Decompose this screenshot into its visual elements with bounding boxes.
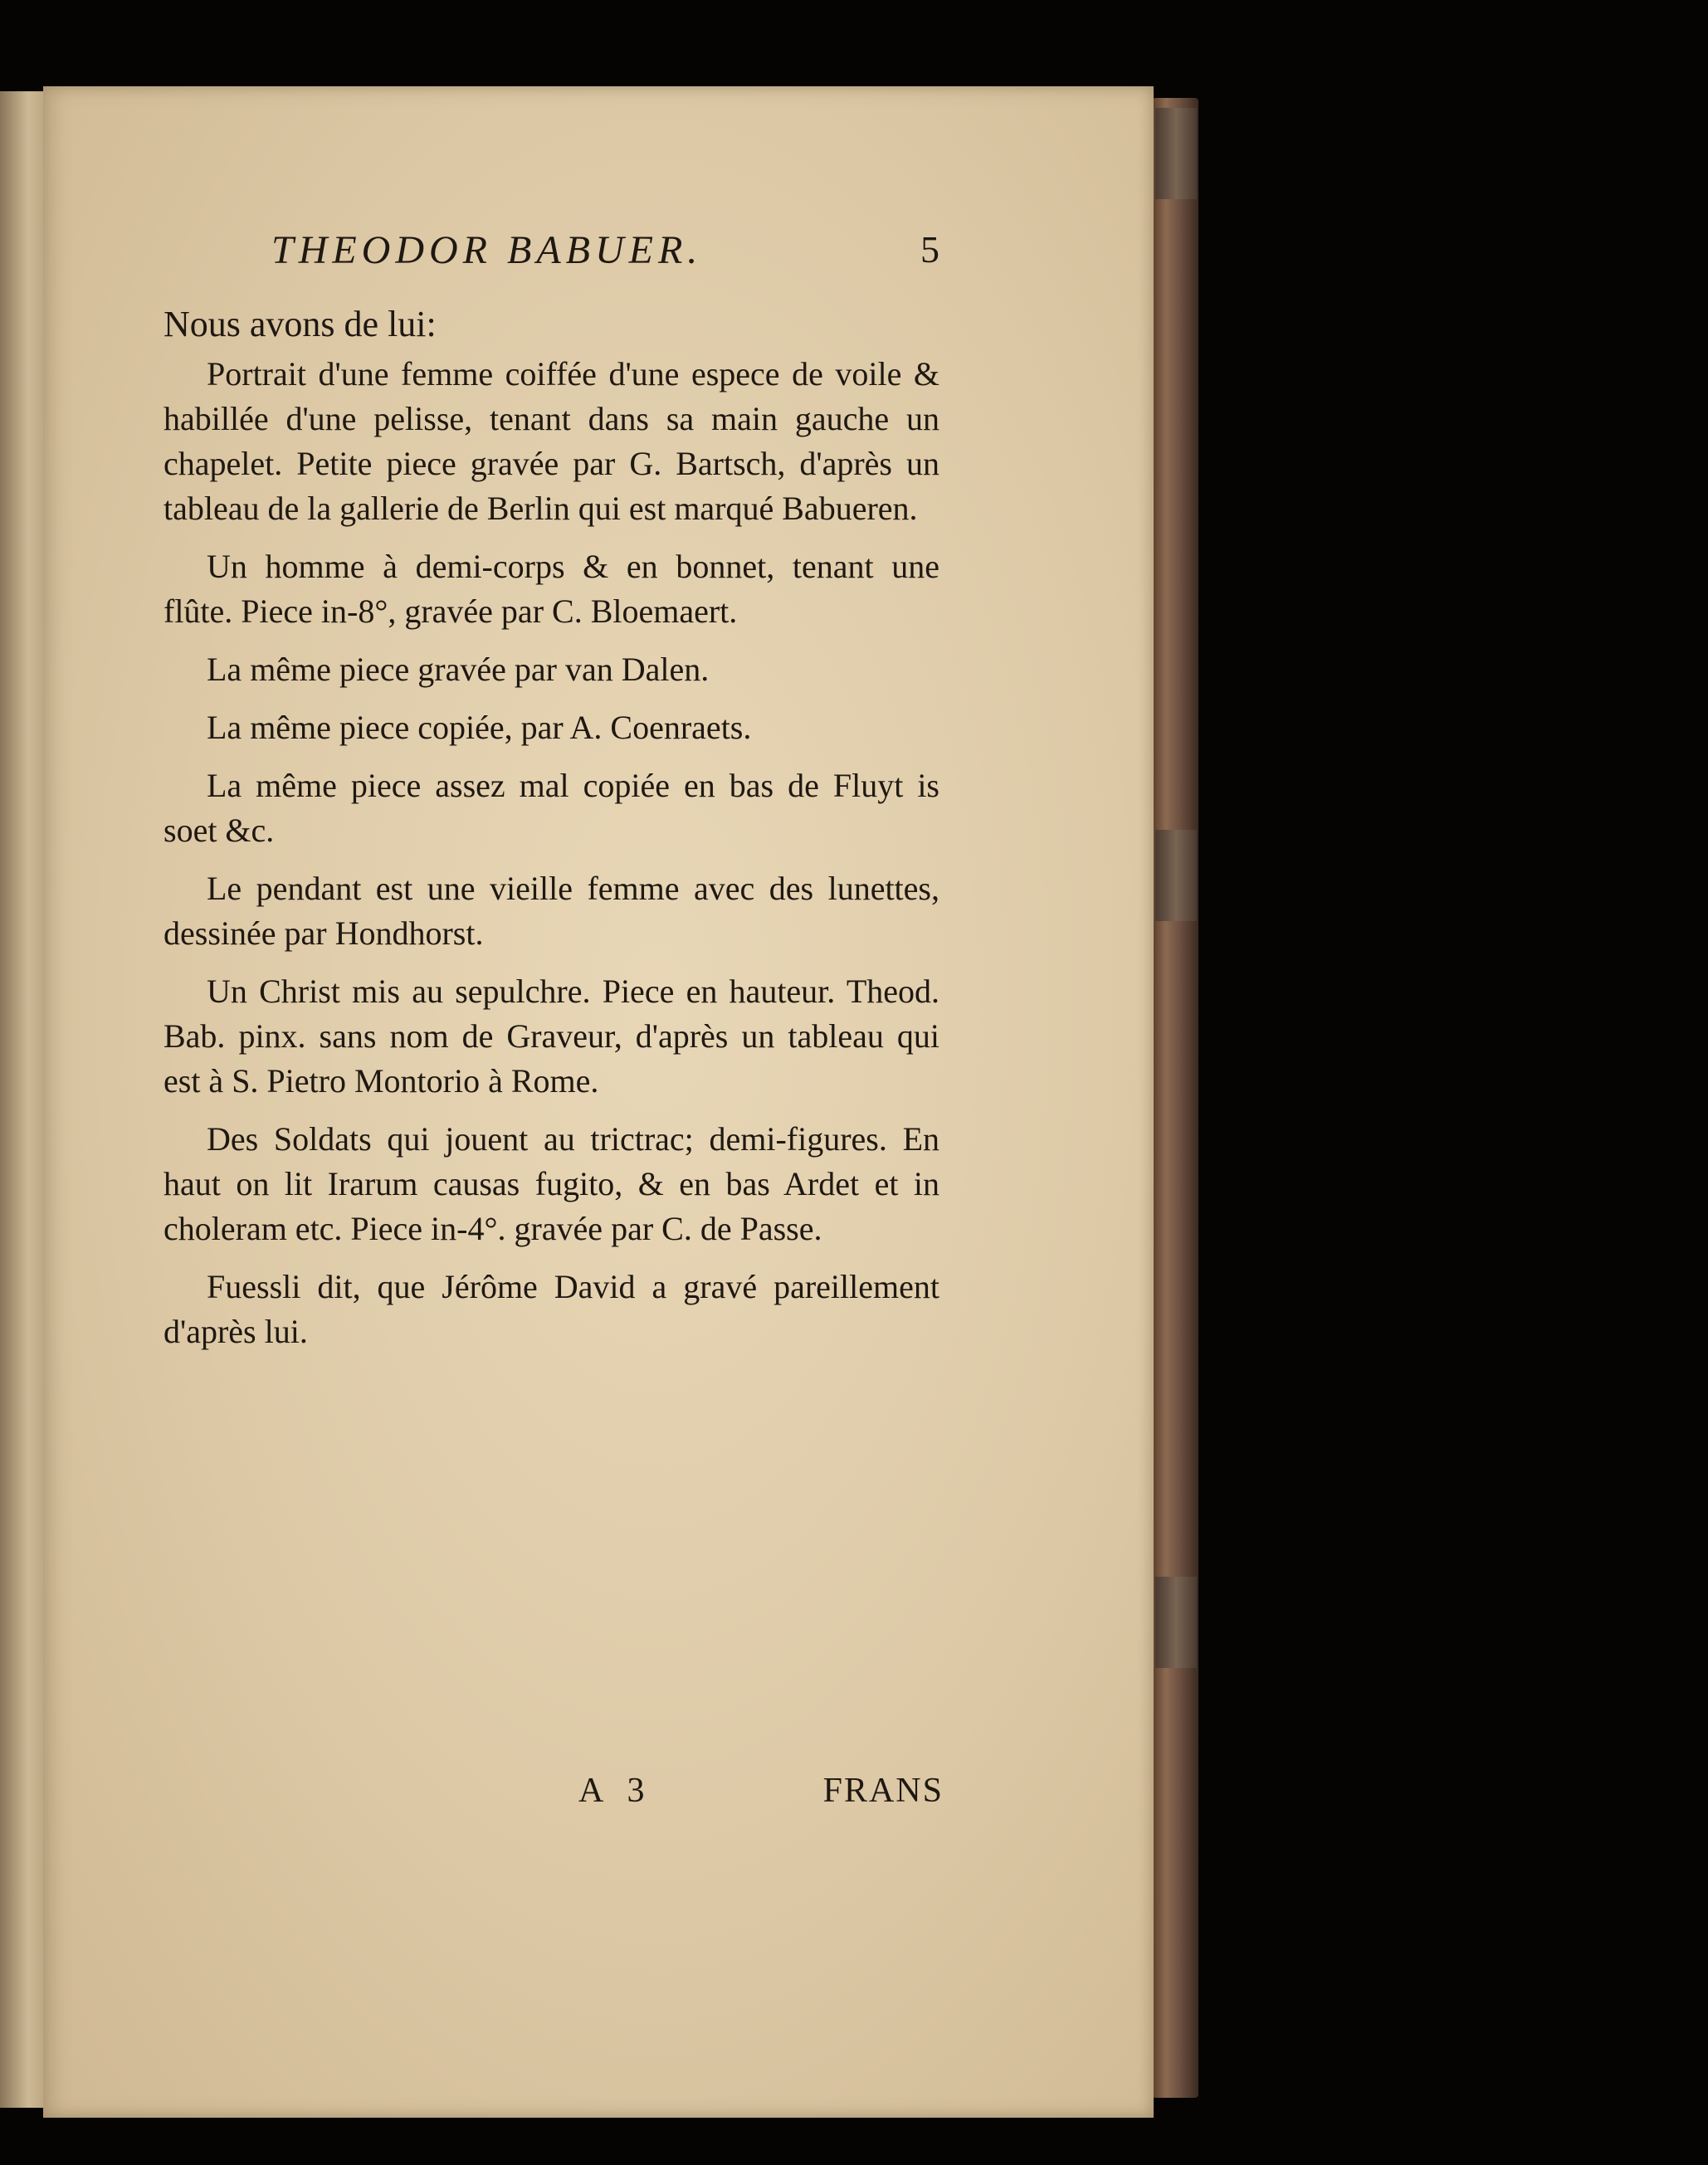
catalog-entry: Fuessli dit, que Jérôme David a gravé pareillement d'après lui. [163,1268,939,1350]
spine-band [1155,108,1197,199]
catchword: FRANS [822,1772,944,1810]
intro-line: Nous avons de lui: [163,304,437,344]
page-footer [163,1771,944,1821]
catalog-entry: Un Christ mis au sepulchre. Piece en hauteur. Theod. Bab. pinx. sans nom de Graveur, d'après un tableau qui est à S. Pietro Montorio à Rome. [163,973,939,1100]
running-head [163,227,939,285]
spine-band [1155,830,1197,921]
book-spine [1152,98,1198,2098]
catalog-entry: Portrait d'une femme coiffée d'une espece de voile & habillée d'une pelisse, tenant dans sa main gauche un chapelet. Petite piece gravée par G. Bartsch, d'après un tableau de la gallerie de Berlin qui est marqué Babueren. [163,355,939,527]
catalog-entry: La même piece assez mal copiée en bas de Fluyt is soet &c. [163,767,939,849]
page-number: 5 [920,228,939,271]
catalog-entry: Le pendant est une vieille femme avec des lunettes, dessinée par Hondhorst. [163,870,939,952]
catalog-entry: Des Soldats qui jouent au trictrac; demi-figures. En haut on lit Irarum causas fugito, & en bas Ardet et in choleram etc. Piece in-4°. gravée par C. de Passe. [163,1120,939,1247]
page-text-block [163,227,939,1368]
catalog-entry: La même piece gravée par van Dalen. [207,651,710,688]
spine-band [1155,1577,1197,1668]
running-head-title: THEODOR BABUER. [271,228,703,272]
book-page [43,86,1154,2118]
catalog-entry: Un homme à demi-corps & en bonnet, tenant une flûte. Piece in-8°, gravée par C. Bloemaert. [163,548,939,630]
catalog-entry: La même piece copiée, par A. Coenraets. [207,709,752,746]
signature-mark: A 3 [578,1772,653,1810]
